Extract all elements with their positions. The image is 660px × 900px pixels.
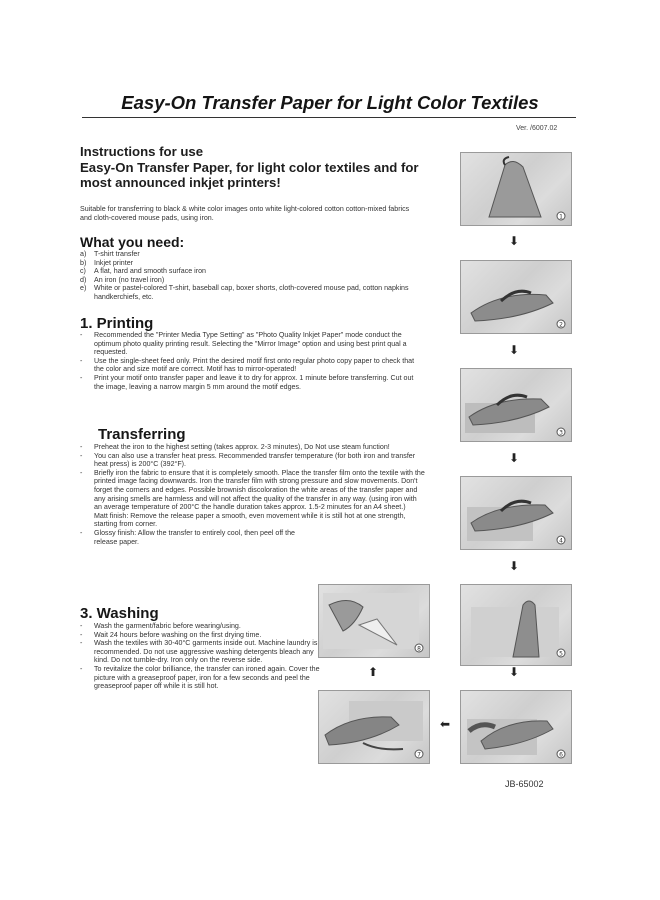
- step-3-photo: [460, 368, 572, 442]
- intro-text: Suitable for transferring to black & white color images onto white light-colored cotton cotton-mixed fabrics and cloth-covered mouse pads, using iron.: [80, 205, 410, 222]
- step-5-photo: [460, 584, 572, 666]
- version-label: Ver. /6007.02: [516, 125, 558, 132]
- title-underline: [82, 117, 576, 118]
- step-8-photo: [318, 584, 430, 658]
- svg-text:7: 7: [417, 751, 421, 759]
- list-item: b) Inkjet printer: [80, 258, 134, 267]
- list-item: - Glossy finish: Allow the transfer to entirely cool, then peel off the release paper.: [80, 528, 295, 546]
- need-list: [80, 250, 420, 302]
- step-1-photo: [460, 152, 572, 226]
- washing-list: [80, 622, 320, 691]
- arrow-down-icon: ⬇: [509, 234, 520, 248]
- svg-text:6: 6: [559, 751, 563, 759]
- list-item: c) A flat, hard and smooth surface iron: [80, 267, 206, 276]
- svg-text:5: 5: [559, 650, 563, 658]
- svg-text:2: 2: [559, 321, 563, 329]
- arrow-down-icon: ⬇: [509, 451, 520, 465]
- list-item: d) An iron (no travel iron): [80, 275, 165, 284]
- svg-text:8: 8: [417, 645, 421, 653]
- list-item: - Briefly iron the fabric to ensure that it is completely smooth. Place the transfer film onto the textile with the printed image facing downwards. Iron the transfer film with strong pressure and slow movements. Don't forget the corners and edges. Possible brownish discoloration the white areas of the transfer paper and any arising smells are harmless and will not affect the quality of the transfer in any way. (using iron with an average temperature of 200°C the handle duration takes approx. 1.5-2 minutes for an A4 sheet.): [80, 468, 425, 512]
- list-item: a) T-shirt transfer: [80, 250, 140, 258]
- product-code: JB-65002: [505, 779, 544, 789]
- list-item: - Wash the garment/fabric before wearing/using.: [80, 622, 241, 630]
- step-6-photo: [460, 690, 572, 764]
- step-7-photo: [318, 690, 430, 764]
- transferring-list: [80, 443, 425, 546]
- list-item: - Preheat the iron to the highest setting (takes approx. 2-3 minutes), Do Not use steam function!: [80, 443, 390, 451]
- list-item: Matt finish: Remove the release paper a smooth, even movement while it is still hot at one strength, starting from corner.: [94, 511, 406, 529]
- svg-text:4: 4: [559, 537, 563, 545]
- arrow-down-icon: ⬇: [509, 343, 520, 357]
- list-item: - Recommended the "Printer Media Type Setting" as "Photo Quality Inkjet Paper" mode conduct the optimum photo quality printing result. Selecting the "Mirror Image" option and using best print qual a requested.: [80, 331, 407, 357]
- svg-text:3: 3: [559, 429, 563, 437]
- subheading: Easy-On Transfer Paper, for light color textiles and for most announced inkjet printers!: [80, 160, 419, 190]
- arrow-down-icon: ⬇: [509, 665, 520, 679]
- list-item: e) White or pastel-colored T-shirt, baseball cap, boxer shorts, cloth-covered mouse pad, cotton napkins handkerchiefs, etc.: [80, 284, 409, 301]
- arrow-down-icon: ⬇: [509, 559, 520, 573]
- printing-list: [80, 331, 425, 391]
- step-2-photo: [460, 260, 572, 334]
- list-item: - Use the single-sheet feed only. Print the desired motif first onto regular photo copy paper to check that the color and size motif are correct. Motif has to mirror-operated!: [80, 356, 415, 374]
- washing-heading: 3. Washing: [80, 605, 159, 622]
- transferring-heading: Transferring: [98, 426, 186, 443]
- arrow-left-icon: ⬅: [440, 717, 451, 731]
- list-item: - To revitalize the color brilliance, the transfer can ironed again. Cover the picture with a greaseproof paper, iron for a few seconds and peel the greaseproof paper off while it is still hot.: [80, 664, 320, 691]
- instructions-heading: Instructions for use: [80, 144, 204, 159]
- page-title: Easy-On Transfer Paper for Light Color Textiles: [121, 92, 539, 113]
- list-item: - You can also use a transfer heat press. Recommended transfer temperature (for both iron and transfer heat press) is 200°C (392°F).: [80, 451, 416, 469]
- list-item: - Wait 24 hours before washing on the first drying time.: [80, 630, 262, 639]
- need-heading: What you need:: [80, 234, 185, 250]
- arrow-up-icon: ⬆: [368, 665, 379, 679]
- printing-heading: 1. Printing: [80, 315, 154, 332]
- svg-text:1: 1: [559, 213, 563, 221]
- step-4-photo: [460, 476, 572, 550]
- list-item: - Wash the textiles with 30-40°C garments inside out. Machine laundry is recommended. Do not use aggressive washing detergents bleach any kind. Do not tumble-dry. Iron only on the reverse side.: [80, 639, 318, 665]
- list-item: - Print your motif onto transfer paper and leave it to dry for approx. 1 minute before transferring. Cut out the image, leaving a narrow margin 5 mm around the motif edges.: [80, 373, 414, 391]
